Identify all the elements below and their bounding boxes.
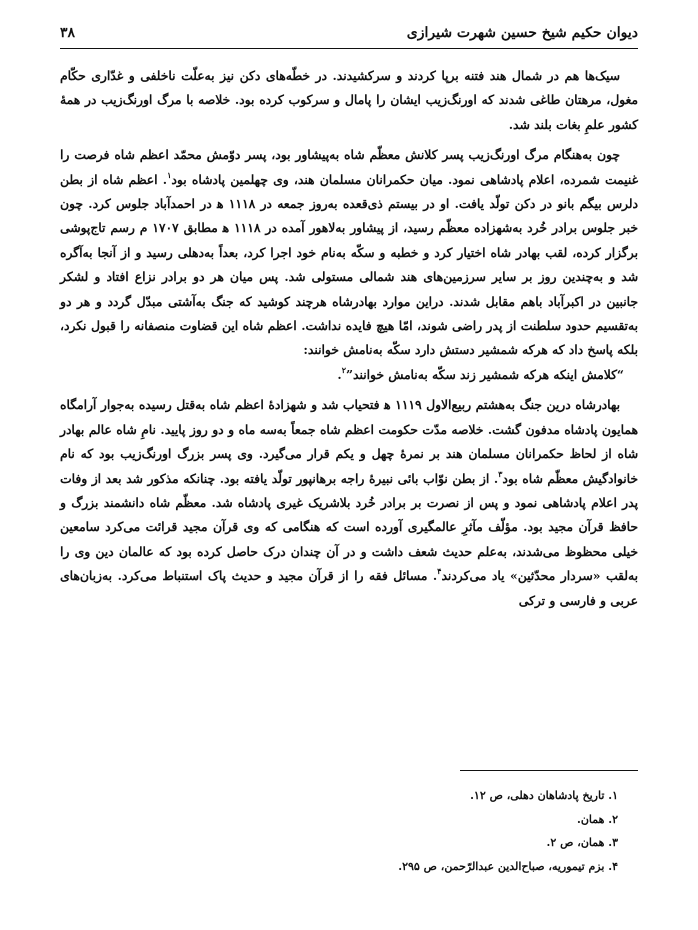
footnote-ref-2: ۲ — [341, 364, 346, 375]
header-divider — [60, 48, 638, 49]
quote-period: . — [337, 366, 342, 382]
page-number: ۳۸ — [60, 25, 76, 41]
paragraph-3-part-c: . مسائل فقه را از قرآن مجید و حدیث پاک استنباط می‌کرد. به‌زبان‌های عربی و فارسی و ترکی — [60, 568, 638, 608]
paragraph-2-part-a: چون به‌هنگام مرگ اورنگ‌زیب پسر کلانش معظّم شاه به‌پیشاور بود، پسر دوّمش محمّد اعظم شاه فرصت را غنیمت شمرده، اعلام پادشاهی نمود. میان حکمرانان مسلمان هند، وی چهلمین پادشاه بود — [60, 147, 638, 187]
footnote-ref-3: ۳ — [498, 468, 503, 479]
running-header — [60, 22, 638, 44]
quote-line — [60, 363, 638, 387]
paragraph-3 — [60, 393, 638, 613]
header-title: دیوان حکیم شیخ حسین شهرت شیرازی — [406, 25, 638, 41]
footnote-ref-4: ۴ — [437, 566, 442, 577]
footnote-2: ۲. همان. — [576, 812, 618, 826]
footnote-divider — [460, 770, 638, 771]
paragraph-1: سیک‌ها هم در شمال هند فتنه برپا کردند و سرکشیدند. در خطّه‌های دکن نیز به‌علّت ناخلفی و غدّاری حکّام مغول، مرهتان طاغی شدند که اورنگ‌زیب ایشان را پامال و سرکوب کرده بود. خلاصه با مرگ اورنگ‌زیب در همهٔ کشور علمِ بغات بلند شد. — [60, 68, 638, 132]
paragraph-2 — [60, 143, 638, 363]
footnote-1: ۱. تاریخ پادشاهان دهلی، ص ۱۲. — [470, 789, 618, 802]
paragraph-3-part-a: بهادرشاه درین جنگ به‌هشتم ربیع‌الاول ۱۱۱۹ ﻫ فتحیاب شد و شهزادهٔ اعظم شاه به‌قتل رسیده به‌جوار آرامگاه همایون پادشاه مدفون گشت. خلاصه مدّت حکومت اعظم شاه جمعاً به‌سه ماه و دو روز پایید. نامِ شاه عالم بهادر شاه از لحاظ حکمرانان مسلمان هند بر نمرهٔ چهل و یکم قرار می‌گیرد. وی پسر بزرگ اورنگ‌زیب بود که نام خانوادگیش معظّم شاه بود — [60, 397, 638, 486]
quote-text: “کلامش اینکه هرکه شمشیر زند سکّه به‌نامش خوانند” — [345, 366, 624, 382]
paragraph-3-part-b: . از بطن نوّاب بائی نبیرهٔ راجه برهانپور تولّد یافته بود. چنانکه مذکور شد بعد از وفات پدر اعلام پادشاهی نمود و پس از نصرت بر برادر خُرد بلاشریک غیری پادشاه شد. معظّم شاه دانشمند بزرگ و حافظ قرآن مجید بود. مؤلّف مآثرِ عالمگیری آورده است که هنگامی که وی قرآن مجید قرائت می‌کرد سامعین خیلی محظوظ می‌شدند، به‌علم حدیث شعف داشت و در آن چندان درک حاصل کرده بود که عالمان دین وی را به‌لقب «سردار محدّثین» یاد می‌کردند — [60, 470, 638, 584]
footnote-4: ۴. بزم تیموریه، صباح‌الدین عبدالرّحمن، ص ۲۹۵. — [398, 859, 618, 873]
paragraph-2-part-b: . اعظم شاه از بطن دلرس بیگم بانو در دکن تولّد یافت. او در بیستم ذی‌قعده به‌روز جمعه در ۱۱۱۸ ﻫ در احمدآباد جلوس کرد. چون خبر جلوس برادر خُرد به‌شهزاده معظّم رسید، از پیشاور به‌لاهور آمده در ۱۱۱۸ ﻫ مطابق ۱۷۰۷ م رسم تاج‌پوشی برگزار کرده، لقب بهادر شاه اختیار کرد و خطبه و سکّه به‌نام خود اجرا کرد، بعداً به‌دهلی رسید و از آنجا به‌آگره شد و به‌چندین روز بر سایر سرزمین‌های هند شمالی مستولی شد. پس میان هر دو برادر نزاع افتاد و لشکر جانبین در اکبرآباد باهم مقابل شدند. دراین موارد بهادرشاه هرچند کوشید که جنگ به‌آشتی مبدّل گردد و هر دو به‌تقسیم حدود سلطنت از پدر راضی شوند، امّا هیچ فایده نداشت. اعظم شاه این قضاوت منصفانه را قبول نکرد، بلکه پاسخ داد که هرکه شمشیر دستش دارد سکّه به‌نامش خوانند: — [60, 171, 638, 358]
main-text — [60, 64, 638, 613]
footnote-3: ۳. همان، ص ۲. — [546, 836, 618, 849]
footnotes — [60, 784, 638, 878]
footnote-ref-1: ۱ — [167, 169, 172, 180]
